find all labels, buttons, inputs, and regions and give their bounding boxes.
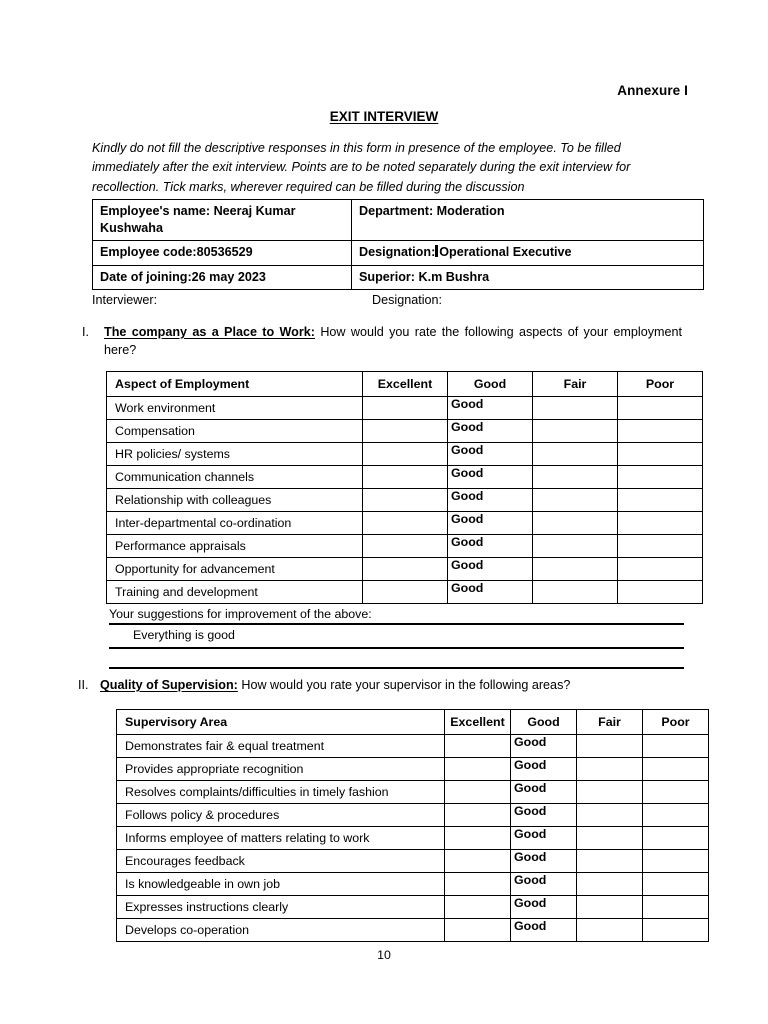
suggestions-block (109, 606, 684, 669)
rating-cell-excellent[interactable] (363, 535, 448, 558)
rating-mark: Good (451, 466, 484, 480)
rating-cell-excellent[interactable] (363, 466, 448, 489)
table-row (107, 581, 703, 604)
interviewer-label: Interviewer: (92, 293, 158, 307)
rating-cell-good[interactable] (511, 873, 577, 896)
table-row (107, 443, 703, 466)
interviewer-designation-label: Designation: (372, 293, 443, 307)
table-row (117, 781, 709, 804)
rating-cell-fair[interactable] (577, 758, 643, 781)
rating-cell-excellent[interactable] (363, 558, 448, 581)
rating-cell-excellent[interactable] (363, 581, 448, 604)
rating-cell-good[interactable] (511, 896, 577, 919)
section-two-heading (100, 677, 688, 695)
rating-cell-fair[interactable] (533, 535, 618, 558)
designation-label: Designation: (359, 245, 436, 260)
rating-cell-good[interactable] (511, 919, 577, 942)
column-header-excellent: Excellent (363, 372, 448, 397)
rating-cell-good[interactable] (511, 758, 577, 781)
rating-cell-excellent[interactable] (445, 873, 511, 896)
rating-cell-good[interactable] (448, 443, 533, 466)
rating-cell-fair[interactable] (533, 420, 618, 443)
section-two-lead: Quality of Supervision: (100, 678, 238, 692)
aspect-label-cell: Informs employee of matters relating to work (117, 827, 445, 850)
table-row (117, 896, 709, 919)
rating-mark: Good (514, 735, 547, 749)
section-one (82, 324, 682, 359)
rating-cell-excellent[interactable] (445, 804, 511, 827)
rating-cell-good[interactable] (448, 535, 533, 558)
employee-name-cell: Employee's name: Neeraj Kumar Kushwaha (93, 200, 352, 241)
section-two-question: How would you rate your supervisor in the following areas? (237, 678, 571, 692)
rating-cell-excellent[interactable] (445, 919, 511, 942)
rating-cell-good[interactable] (511, 850, 577, 873)
rating-cell-poor[interactable] (643, 896, 709, 919)
suggestions-answer[interactable]: Everything is good (133, 628, 235, 642)
rating-mark: Good (451, 558, 484, 572)
table-row (117, 850, 709, 873)
rating-cell-poor[interactable] (618, 558, 703, 581)
rating-cell-excellent[interactable] (445, 781, 511, 804)
rating-cell-poor[interactable] (618, 489, 703, 512)
employment-aspects-table (106, 371, 703, 604)
column-header-excellent: Excellent (445, 710, 511, 735)
table-row (107, 512, 703, 535)
rating-cell-excellent[interactable] (445, 850, 511, 873)
rating-cell-good[interactable] (448, 420, 533, 443)
rating-cell-excellent[interactable] (445, 896, 511, 919)
rating-cell-poor[interactable] (618, 466, 703, 489)
table-header-row (107, 372, 703, 397)
aspect-label-cell: Training and development (107, 581, 363, 604)
table-row (107, 558, 703, 581)
table-row (93, 241, 704, 266)
column-header-poor: Poor (643, 710, 709, 735)
rating-cell-excellent[interactable] (363, 397, 448, 420)
aspect-label-cell: Is knowledgeable in own job (117, 873, 445, 896)
rating-cell-good[interactable] (448, 512, 533, 535)
section-one-numeral: I. (82, 325, 89, 339)
rating-cell-good[interactable] (511, 735, 577, 758)
department-cell: Department: Moderation (352, 200, 704, 241)
employee-info-table (92, 199, 704, 290)
rating-cell-good[interactable] (448, 581, 533, 604)
rating-cell-fair[interactable] (577, 919, 643, 942)
rating-cell-good[interactable] (448, 466, 533, 489)
rating-mark: Good (451, 443, 484, 457)
column-header-aspect: Aspect of Employment (107, 372, 363, 397)
table-row (93, 200, 704, 241)
rating-cell-poor[interactable] (643, 758, 709, 781)
rating-cell-fair[interactable] (533, 512, 618, 535)
page-number: 10 (377, 948, 391, 962)
table-row (107, 535, 703, 558)
rating-mark: Good (514, 758, 547, 772)
section-two (78, 677, 688, 695)
rating-mark: Good (451, 512, 484, 526)
rating-cell-fair[interactable] (533, 489, 618, 512)
rating-cell-good[interactable] (511, 781, 577, 804)
annexure-label: Annexure I (617, 83, 688, 98)
column-header-supervisory-area: Supervisory Area (117, 710, 445, 735)
rating-cell-excellent[interactable] (363, 489, 448, 512)
rating-cell-good[interactable] (448, 489, 533, 512)
rating-cell-poor[interactable] (643, 919, 709, 942)
aspect-label-cell: Develops co-operation (117, 919, 445, 942)
rating-cell-poor[interactable] (643, 781, 709, 804)
rating-cell-excellent[interactable] (445, 735, 511, 758)
table-row (107, 489, 703, 512)
table-row (117, 804, 709, 827)
aspect-label-cell: Performance appraisals (107, 535, 363, 558)
rating-cell-poor[interactable] (618, 420, 703, 443)
section-two-numeral: II. (78, 678, 89, 692)
designation-value: Operational Executive (439, 245, 572, 260)
rating-cell-excellent[interactable] (363, 443, 448, 466)
interviewer-row (92, 293, 692, 307)
rating-cell-fair[interactable] (577, 873, 643, 896)
rating-mark: Good (514, 896, 547, 910)
employee-code-cell: Employee code:80536529 (93, 241, 352, 266)
rating-mark: Good (514, 919, 547, 933)
intro-paragraph: Kindly do not fill the descriptive responses in this form in presence of the employee. To be filled immediately after the exit interview. Points are to be noted separately during the exit interview for recollection. Tick marks, wherever required can be filled during the discussion (92, 141, 631, 194)
rating-cell-excellent[interactable] (363, 420, 448, 443)
aspect-label-cell: Resolves complaints/difficulties in timely fashion (117, 781, 445, 804)
table-row (107, 420, 703, 443)
rating-cell-fair[interactable] (577, 781, 643, 804)
column-header-good: Good (511, 710, 577, 735)
rating-cell-fair[interactable] (577, 896, 643, 919)
rating-cell-fair[interactable] (533, 397, 618, 420)
rating-cell-good[interactable] (448, 558, 533, 581)
rating-mark: Good (514, 781, 547, 795)
rating-mark: Good (451, 420, 484, 434)
aspect-label-cell: Inter-departmental co-ordination (107, 512, 363, 535)
column-header-poor: Poor (618, 372, 703, 397)
rating-cell-poor[interactable] (618, 535, 703, 558)
table-row (117, 758, 709, 781)
text-caret-icon (435, 245, 438, 257)
table-row (117, 919, 709, 942)
rating-cell-good[interactable] (511, 804, 577, 827)
column-header-fair: Fair (577, 710, 643, 735)
suggestions-label: Your suggestions for improvement of the above: (109, 607, 372, 621)
date-of-joining-cell: Date of joining:26 may 2023 (93, 265, 352, 290)
rating-cell-excellent[interactable] (363, 512, 448, 535)
rating-cell-poor[interactable] (643, 850, 709, 873)
rating-cell-fair[interactable] (577, 735, 643, 758)
section-one-lead: The company as a Place to Work: (104, 325, 315, 339)
rating-mark: Good (451, 535, 484, 549)
table-row (117, 873, 709, 896)
table-row (117, 827, 709, 850)
rating-cell-excellent[interactable] (445, 758, 511, 781)
aspect-label-cell: Provides appropriate recognition (117, 758, 445, 781)
section-one-question: How would you rate the following aspects of your employment here? (104, 325, 682, 357)
suggestions-rule-bottom (109, 667, 684, 669)
aspect-label-cell: Demonstrates fair & equal treatment (117, 735, 445, 758)
aspect-label-cell: HR policies/ systems (107, 443, 363, 466)
document-title: EXIT INTERVIEW (329, 109, 439, 124)
aspect-label-cell: Work environment (107, 397, 363, 420)
aspect-label-cell: Compensation (107, 420, 363, 443)
rating-cell-fair[interactable] (533, 581, 618, 604)
aspect-label-cell: Encourages feedback (117, 850, 445, 873)
table-row (107, 397, 703, 420)
supervisory-areas-table (116, 709, 709, 942)
rating-cell-fair[interactable] (577, 827, 643, 850)
rating-cell-poor[interactable] (643, 827, 709, 850)
aspect-label-cell: Expresses instructions clearly (117, 896, 445, 919)
rating-cell-poor[interactable] (618, 397, 703, 420)
rating-cell-poor[interactable] (643, 873, 709, 896)
rating-cell-good[interactable] (511, 827, 577, 850)
table-header-row (117, 710, 709, 735)
rating-cell-fair[interactable] (533, 443, 618, 466)
rating-mark: Good (514, 804, 547, 818)
rating-cell-poor[interactable] (618, 443, 703, 466)
superior-cell: Superior: K.m Bushra (352, 265, 704, 290)
rating-mark: Good (514, 827, 547, 841)
rating-cell-poor[interactable] (643, 804, 709, 827)
rating-cell-fair[interactable] (533, 558, 618, 581)
rating-mark: Good (451, 397, 484, 411)
rating-cell-good[interactable] (448, 397, 533, 420)
rating-mark: Good (514, 873, 547, 887)
rating-cell-excellent[interactable] (445, 827, 511, 850)
rating-cell-poor[interactable] (618, 512, 703, 535)
rating-cell-fair[interactable] (577, 850, 643, 873)
column-header-fair: Fair (533, 372, 618, 397)
aspect-label-cell: Opportunity for advancement (107, 558, 363, 581)
rating-cell-poor[interactable] (618, 581, 703, 604)
suggestions-blank-line[interactable] (109, 649, 684, 667)
rating-cell-fair[interactable] (577, 804, 643, 827)
rating-cell-poor[interactable] (643, 735, 709, 758)
table-row (107, 466, 703, 489)
section-one-heading (104, 324, 682, 359)
table-row (117, 735, 709, 758)
designation-cell (352, 241, 704, 266)
column-header-good: Good (448, 372, 533, 397)
rating-mark: Good (451, 581, 484, 595)
aspect-label-cell: Follows policy & procedures (117, 804, 445, 827)
rating-mark: Good (514, 850, 547, 864)
rating-cell-fair[interactable] (533, 466, 618, 489)
aspect-label-cell: Communication channels (107, 466, 363, 489)
rating-mark: Good (451, 489, 484, 503)
table-row (93, 265, 704, 290)
aspect-label-cell: Relationship with colleagues (107, 489, 363, 512)
